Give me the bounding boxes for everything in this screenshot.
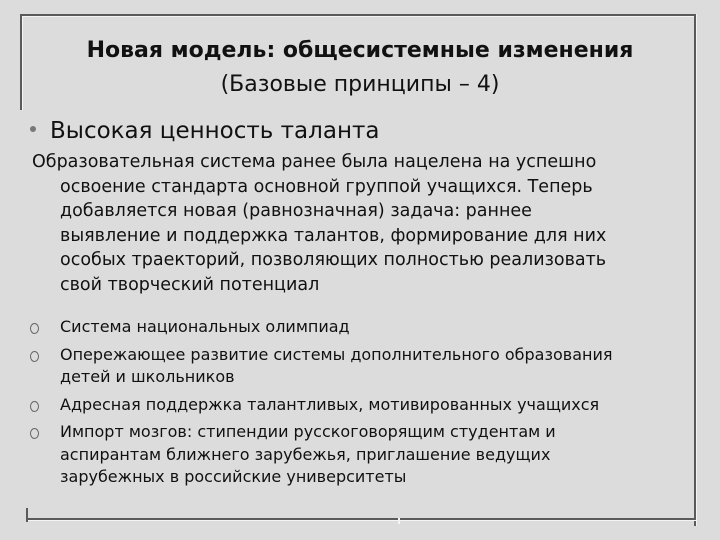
circle-bullet-icon	[30, 401, 39, 412]
circle-bullet-icon	[30, 351, 39, 362]
section-heading-text: Высокая ценность таланта	[50, 118, 380, 144]
list-item-text: аспирантам ближнего зарубежья, приглашение ведущих	[60, 444, 551, 464]
frame-top-highlight	[20, 16, 696, 17]
frame-bottom-left-stub	[26, 508, 28, 522]
bullet-dot-icon	[30, 126, 36, 132]
list-item-text: зарубежных в российские университеты	[60, 467, 407, 486]
title-main: Новая модель: общесистемные изменения	[86, 38, 634, 63]
list-item-text: Опережающее развитие системы дополнительного образования	[60, 344, 613, 364]
body-paragraph	[32, 150, 688, 297]
list-item	[30, 394, 700, 417]
paragraph-line: особых траекторий, позволяющих полностью реализовать	[60, 250, 607, 270]
list-item-text: детей и школьников	[60, 367, 235, 386]
list-item-text: Адресная поддержка талантливых, мотивированных учащихся	[60, 394, 600, 414]
circle-bullet-icon	[30, 323, 39, 334]
paragraph-line: выявление и поддержка талантов, формирование для них	[60, 225, 607, 246]
paragraph-line: добавляется новая (равнозначная) задача: раннее	[60, 201, 532, 221]
frame-corner-mark	[398, 518, 400, 524]
list-item	[30, 316, 700, 339]
bullet-list	[30, 316, 700, 494]
list-item-text: Система национальных олимпиад	[60, 317, 350, 336]
title-subtitle: (Базовые принципы – 4)	[220, 72, 500, 97]
list-item-text: Импорт мозгов: стипендии русскоговорящим студентам и	[60, 422, 556, 441]
paragraph-line: Образовательная система ранее была нацелена на успешно	[32, 152, 597, 172]
paragraph-line: освоение стандарта основной группой учащихся. Теперь	[60, 176, 593, 197]
frame-bottom-highlight	[26, 520, 696, 521]
paragraph-line: свой творческий потенциал	[60, 274, 320, 295]
list-item	[30, 421, 700, 489]
section-heading	[30, 115, 379, 147]
slide-title	[0, 34, 720, 102]
list-item	[30, 344, 700, 389]
circle-bullet-icon	[30, 428, 39, 439]
